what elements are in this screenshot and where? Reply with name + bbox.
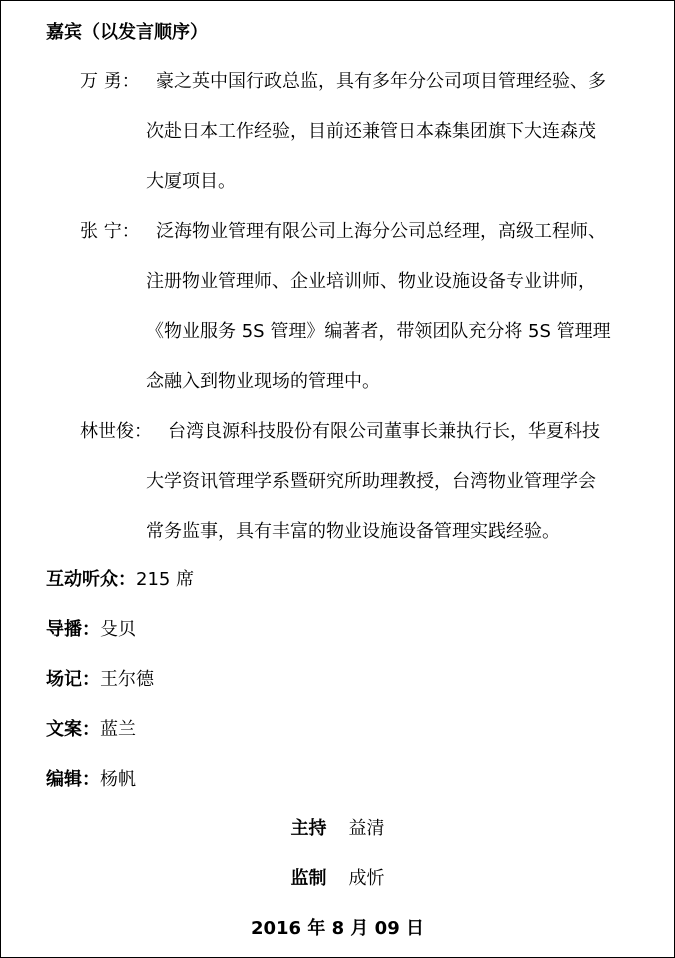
guest-bio-line: 《物业服务 5S 管理》编著者，带领团队充分将 5S 管理理: [146, 321, 611, 342]
recorder-value: 王尔德: [100, 669, 154, 690]
copywriter-label: 文案：: [46, 719, 100, 740]
guest-bio-line: 念融入到物业现场的管理中。: [146, 371, 380, 392]
producer-label: 监制: [290, 868, 327, 889]
audience-row: [46, 568, 194, 592]
host-label: 主持: [290, 818, 327, 839]
recorder-row: [46, 668, 154, 692]
guest-bio-line: 台湾良源科技股份有限公司董事长兼执行长，华夏科技: [168, 421, 600, 442]
guest-bio-line: 注册物业管理师、企业培训师、物业设施设备专业讲师，: [146, 271, 596, 292]
audience-value: 215 席: [136, 569, 195, 590]
director-label: 导播：: [46, 619, 100, 640]
editor-value: 杨帆: [100, 769, 136, 790]
copywriter-value: 蓝兰: [100, 719, 136, 740]
guest-name: 林世俊：: [80, 421, 152, 442]
guest-name: 万 勇：: [80, 71, 140, 92]
guest-bio-line: 次赴日本工作经验，目前还兼管日本森集团旗下大连森茂: [146, 121, 596, 142]
guest-bio-line: 大学资讯管理学系暨研究所助理教授，台湾物业管理学会: [146, 471, 596, 492]
guests-heading: 嘉宾（以发言顺序）: [46, 22, 208, 43]
guest-bio-line: 常务监事，具有丰富的物业设施设备管理实践经验。: [146, 521, 560, 542]
host-value: 益清: [348, 818, 385, 839]
date: 2016 年 8 月 09 日: [250, 918, 424, 939]
producer-row: [0, 867, 675, 891]
copywriter-row: [46, 718, 136, 742]
guest-bio-line: 豪之英中国行政总监，具有多年分公司项目管理经验、多: [156, 71, 606, 92]
audience-label: 互动听众：: [46, 569, 136, 590]
host-row: [0, 817, 675, 841]
producer-value: 成忻: [348, 868, 385, 889]
director-value: 殳贝: [100, 619, 136, 640]
director-row: [46, 618, 136, 642]
guest-bio-line: 大厦项目。: [146, 171, 236, 192]
editor-row: [46, 768, 136, 792]
guest-name: 张 宁：: [80, 221, 140, 242]
guest-bio-line: 泛海物业管理有限公司上海分公司总经理，高级工程师、: [156, 221, 606, 242]
editor-label: 编辑：: [46, 769, 100, 790]
recorder-label: 场记：: [46, 669, 100, 690]
